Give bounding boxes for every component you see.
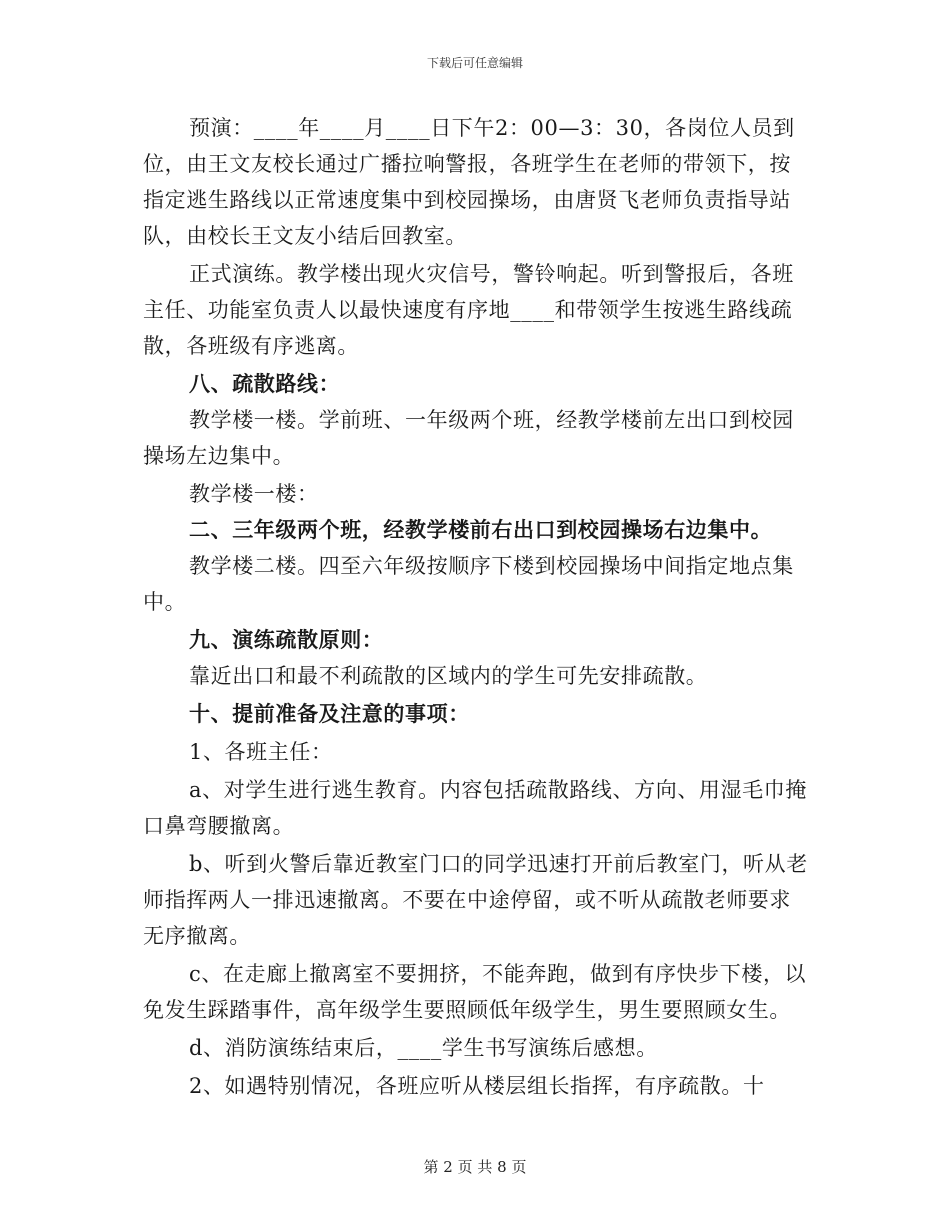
paragraph-item-c: c、在走廊上撤离室不要拥挤，不能奔跑，做到有序快步下楼，以免发生踩踏事件，高年级学生要照顾低年级学生，男生要照顾女生。 [143,962,807,1022]
paragraph-formal-drill: 正式演练。教学楼出现火灾信号，警铃响起。听到警报后，各班主任、功能室负责人以最快速度有序地____和带领学生按逃生路线疏散，各班级有序逃离。 [143,262,794,358]
heading-evacuation-route: 八、疏散路线： [189,371,341,396]
paragraph-drill-preview: 预演：____年____月____日下午2：00—3：30，各岗位人员到位，由王文友校长通过广播拉响警报，各班学生在老师的带领下，按指定逃生路线以正常速度集中到校园操场，由唐贤飞老师负责指导站队，由校长王文友小结后回教室。 [143,116,795,248]
paragraph-head-teacher: 1、各班主任： [189,740,333,764]
heading-preparation: 十、提前准备及注意的事项： [189,701,470,726]
paragraph-first-floor-route: 教学楼一楼。学前班、一年级两个班，经教学楼前左出口到校园操场左边集中。 [143,408,794,468]
page-number: 第 2 页 共 8 页 [423,1158,527,1176]
paragraph-item-a: a、对学生进行逃生教育。内容包括疏散路线、方向、用湿毛巾掩口鼻弯腰撤离。 [143,778,807,838]
paragraph-first-floor-label: 教学楼一楼： [189,482,319,506]
paragraph-item-d: d、消防演练结束后，____学生书写演练后感想。 [189,1036,658,1060]
paragraph-item-b: b、听到火警后靠近教室门口的同学迅速打开前后教室门，听从老师指挥两人一排迅速撤离。不要在中途停留，或不听从疏散老师要求无序撤离。 [143,852,808,948]
document-body [143,110,808,1104]
heading-evacuation-principle: 九、演练疏散原则： [189,627,384,652]
paragraph-second-floor-route: 教学楼二楼。四至六年级按顺序下楼到校园操场中间指定地点集中。 [143,554,794,614]
paragraph-grade-two-three-route: 二、三年级两个班，经教学楼前右出口到校园操场右边集中。 [189,517,773,542]
paragraph-special-case: 2、如遇特别情况，各班应听从楼层组长指挥，有序疏散。十 [189,1074,765,1098]
paragraph-evacuation-principle: 靠近出口和最不利疏散的区域内的学生可先安排疏散。 [189,664,708,688]
header-note: 下载后可任意编辑 [426,56,523,70]
